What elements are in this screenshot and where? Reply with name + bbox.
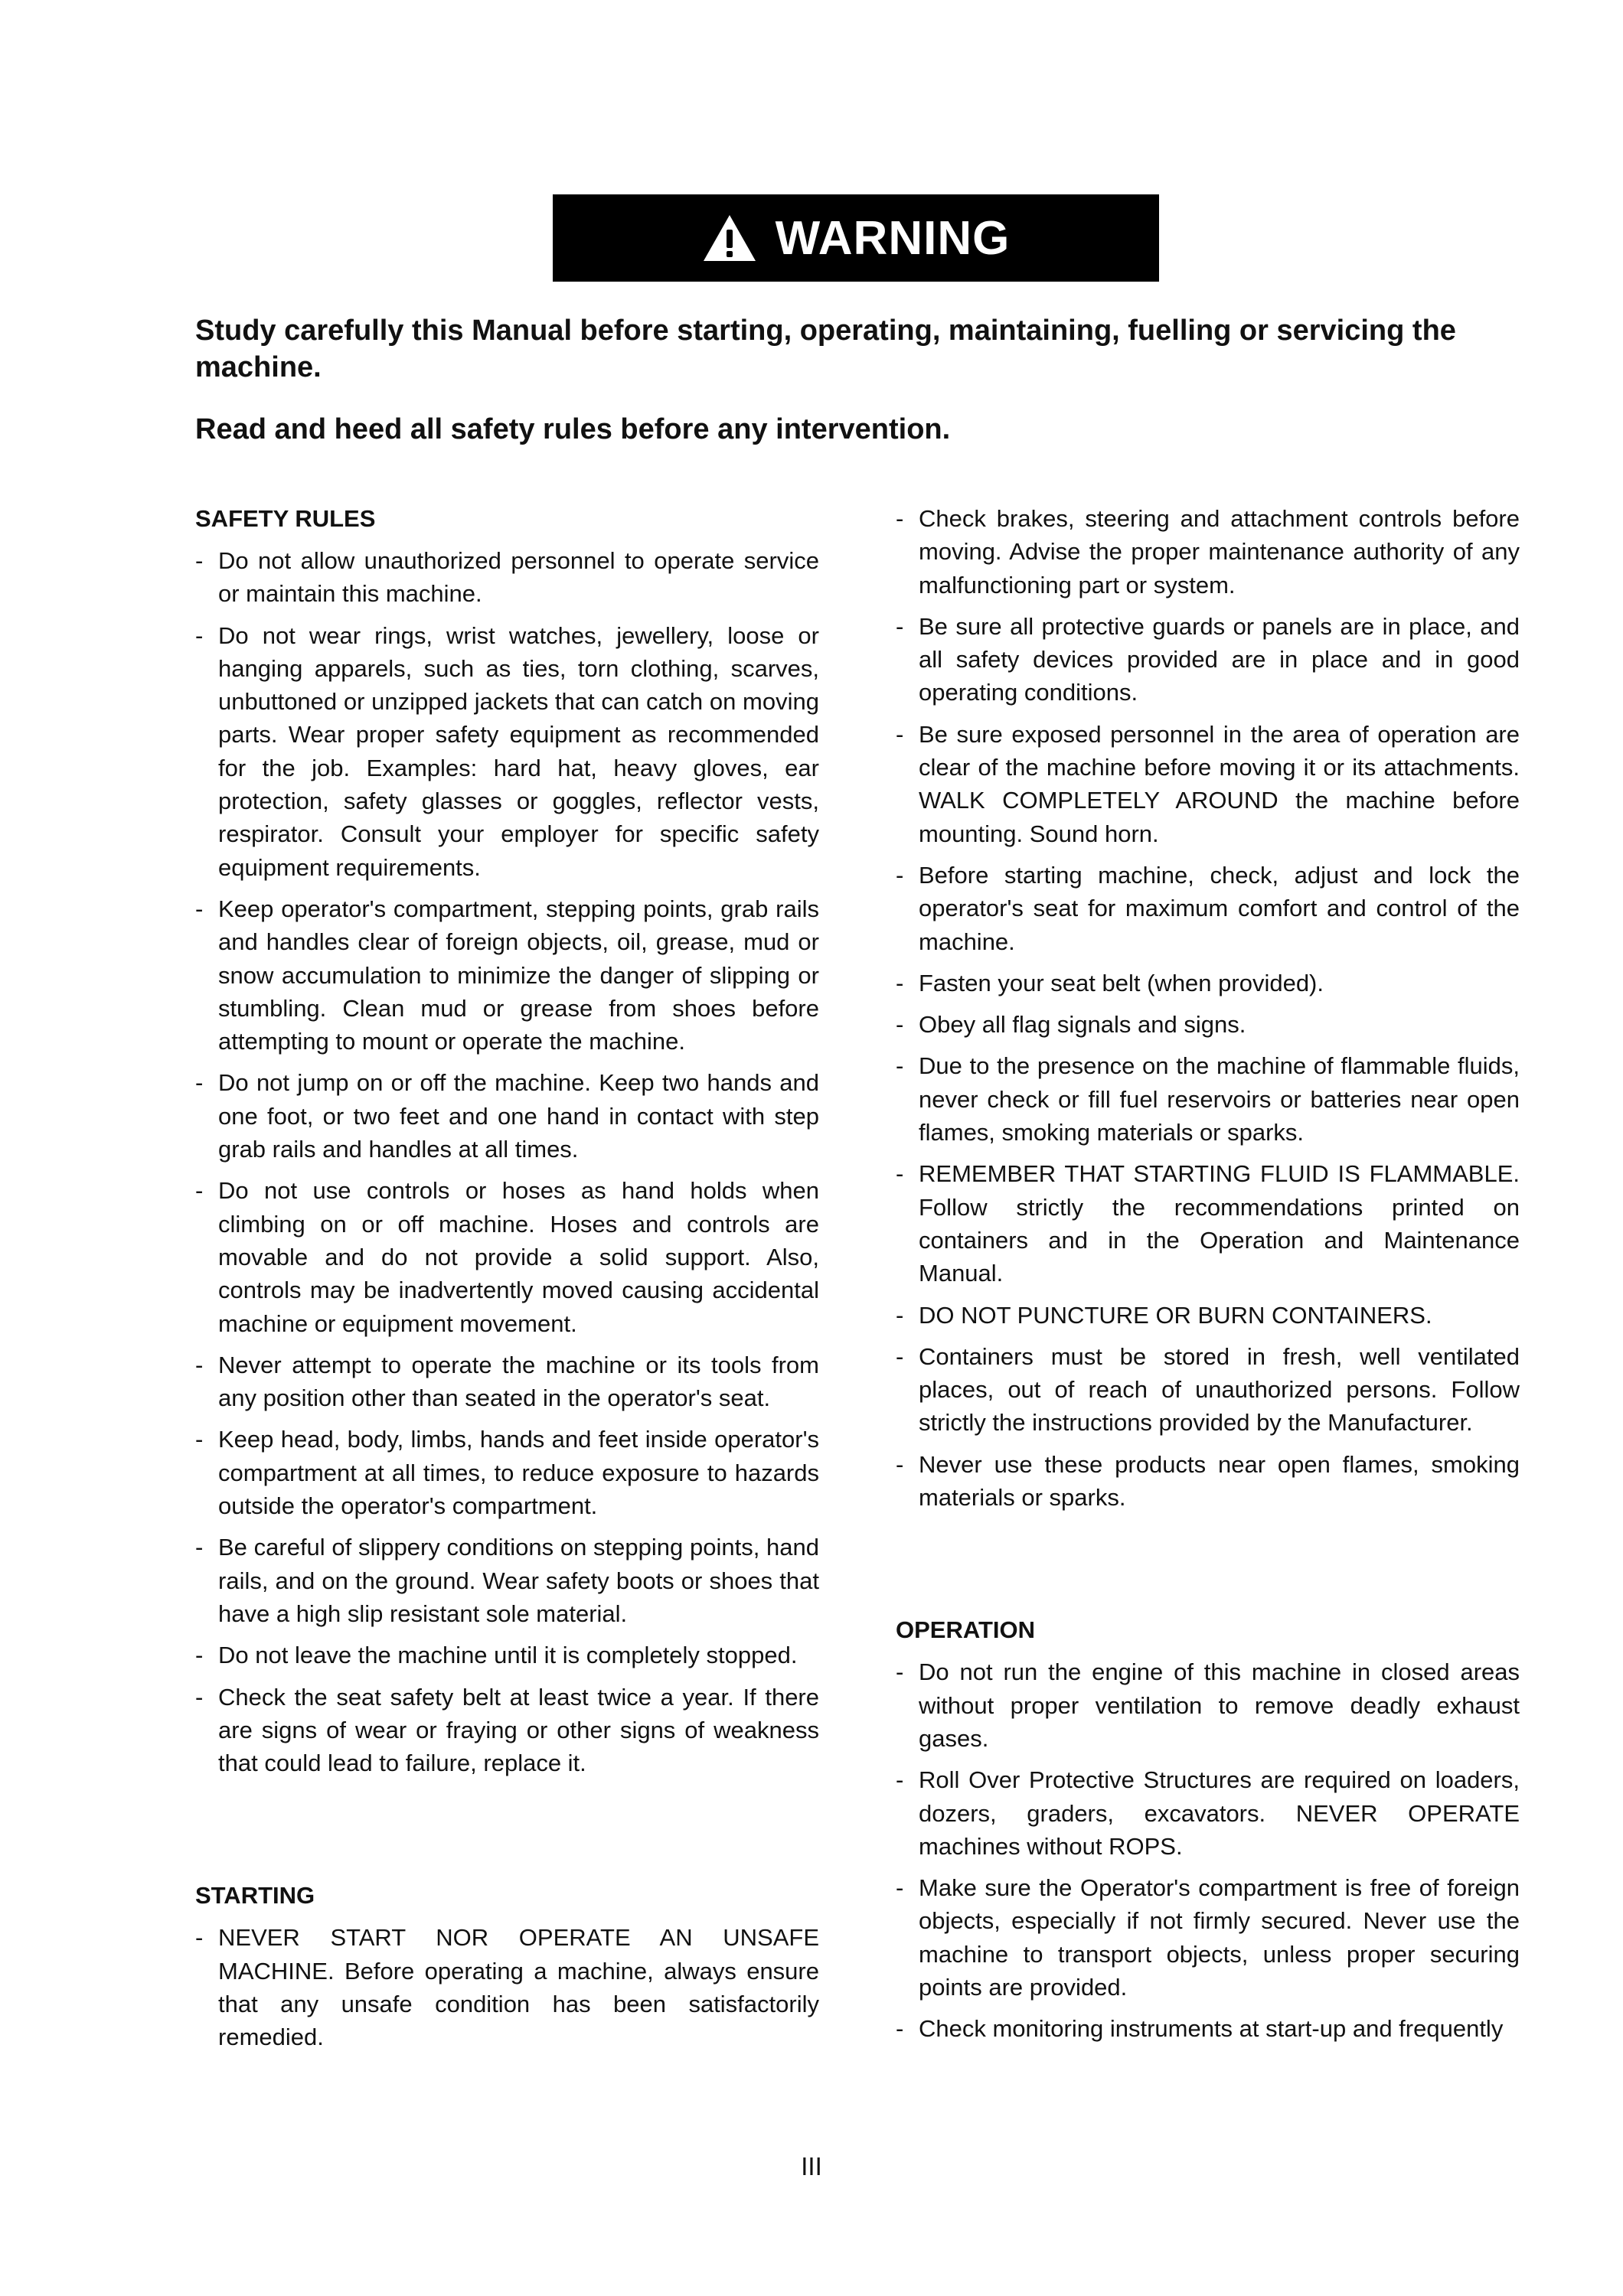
list-item: - Obey all flag signals and signs. (896, 1008, 1520, 1041)
warning-title: WARNING (775, 211, 1011, 265)
starting-list-left (195, 1921, 819, 2053)
starting-list-right (896, 502, 1520, 1514)
intro-study-manual: Study carefully this Manual before starting, operating, maintaining, fuelling or servicing the machine. (195, 315, 1456, 383)
list-item: - Keep head, body, limbs, hands and feet inside operator's compartment at all times, to reduce exposure to hazards outside the operator's compartment. (195, 1423, 819, 1522)
list-item: - Do not use controls or hoses as hand holds when climbing on or off machine. Hoses and controls are movable and do not provide a solid support. Also, controls may be inadvertently moved causing accidental machine or equipment movement. (195, 1174, 819, 1339)
list-item: - Do not leave the machine until it is completely stopped. (195, 1639, 819, 1671)
list-item: - Check brakes, steering and attachment controls before moving. Advise the proper maintenance authority of any malfunctioning part or system. (896, 502, 1520, 602)
list-item: - Do not run the engine of this machine in closed areas without proper ventilation to remove deadly exhaust gases. (896, 1655, 1520, 1755)
list-item: - Keep operator's compartment, stepping points, grab rails and handles clear of foreign objects, oil, grease, mud or snow accumulation to minimize the danger of slipping or stumbling. Clean mud or grease from shoes before attempting to mount or operate the machine. (195, 892, 819, 1058)
list-item: - Before starting machine, check, adjust and lock the operator's seat for maximum comfort and control of the machine. (896, 859, 1520, 958)
page-number: III (801, 2152, 822, 2180)
list-item: - DO NOT PUNCTURE OR BURN CONTAINERS. (896, 1299, 1520, 1332)
left-column (195, 502, 819, 2063)
list-item: - Due to the presence on the machine of flammable fluids, never check or fill fuel reservoirs or batteries near open flames, smoking materials or sparks. (896, 1049, 1520, 1149)
safety-rules-heading: SAFETY RULES (195, 505, 376, 532)
list-item: - Never attempt to operate the machine or its tools from any position other than seated in the operator's seat. (195, 1349, 819, 1415)
list-item: - Never use these products near open flames, smoking materials or sparks. (896, 1448, 1520, 1515)
list-item: - REMEMBER THAT STARTING FLUID IS FLAMMABLE. Follow strictly the recommendations printed on containers and in the Operation and Maintenance Manual. (896, 1157, 1520, 1290)
list-item: - Be sure exposed personnel in the area of operation are clear of the machine before moving it or its attachments. WALK COMPLETELY AROUND the machine before mounting. Sound horn. (896, 718, 1520, 850)
safety-rules-list (195, 544, 819, 1779)
list-item: - Do not jump on or off the machine. Keep two hands and one foot, or two feet and one hand in contact with step grab rails and handles at all times. (195, 1066, 819, 1166)
operation-list (896, 1655, 1520, 2045)
warning-banner (553, 194, 1159, 282)
list-item: - Do not allow unauthorized personnel to operate service or maintain this machine. (195, 544, 819, 611)
warning-triangle-icon (702, 213, 757, 263)
list-item: - Roll Over Protective Structures are required on loaders, dozers, graders, excavators. NEVER OPERATE machines without ROPS. (896, 1763, 1520, 1863)
list-item: - Containers must be stored in fresh, well ventilated places, out of reach of unauthorized persons. Follow strictly the instructions provided by the Manufacturer. (896, 1340, 1520, 1440)
list-item: - NEVER START NOR OPERATE AN UNSAFE MACHINE. Before operating a machine, always ensure that any unsafe condition has been satisfactorily remedied. (195, 1921, 819, 2053)
list-item: - Do not wear rings, wrist watches, jewellery, loose or hanging apparels, such as ties, torn clothing, scarves, unbuttoned or unzipped jackets that can catch on moving parts. Wear proper safety equipment as recommended for the job. Examples: hard hat, heavy gloves, ear protection, safety glasses or goggles, reflector vests, respirator. Consult your employer for specific safety equipment requirements. (195, 619, 819, 884)
starting-heading: STARTING (195, 1882, 315, 1910)
list-item: - Check monitoring instruments at start-up and frequently (896, 2012, 1520, 2045)
list-item: - Be careful of slippery conditions on stepping points, hand rails, and on the ground. Wear safety boots or shoes that have a high slip resistant sole material. (195, 1531, 819, 1630)
operation-heading: OPERATION (896, 1616, 1035, 1644)
list-item: - Fasten your seat belt (when provided). (896, 967, 1520, 1000)
intro-read-safety-rules: Read and heed all safety rules before any intervention. (195, 413, 951, 445)
right-column (896, 502, 1520, 2054)
list-item: - Be sure all protective guards or panels are in place, and all safety devices provided are in place and in good operating conditions. (896, 610, 1520, 709)
list-item: - Check the seat safety belt at least twice a year. If there are signs of wear or fraying or other signs of weakness that could lead to failure, replace it. (195, 1681, 819, 1780)
list-item: - Make sure the Operator's compartment is free of foreign objects, especially if not firmly secured. Never use the machine to transport objects, unless proper securing points are provided. (896, 1871, 1520, 2004)
